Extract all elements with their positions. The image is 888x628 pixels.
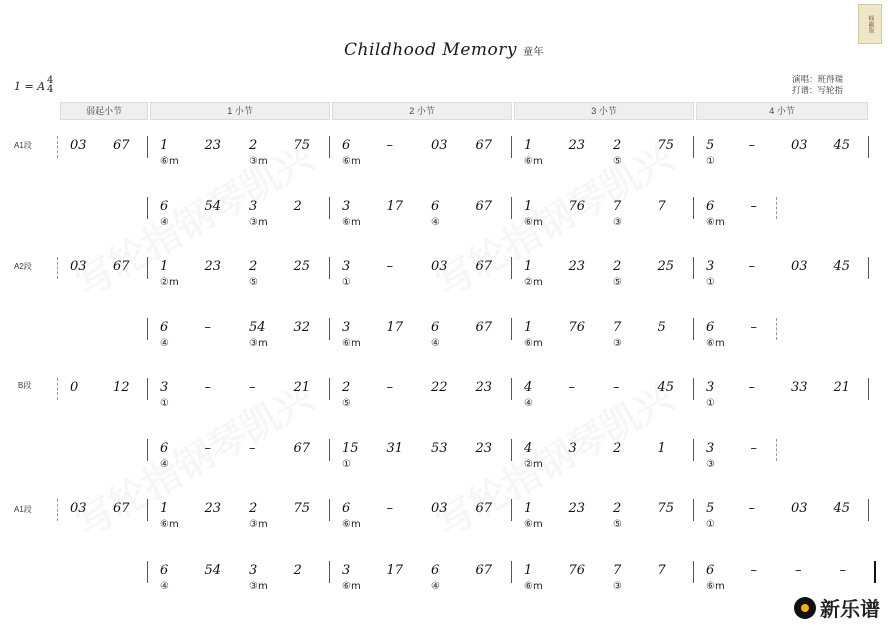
note: 23 (204, 138, 222, 153)
string-marker: ① (342, 459, 351, 470)
barline (511, 136, 512, 158)
string-marker: ⑤ (342, 398, 351, 409)
barline (329, 136, 330, 158)
string-marker: ③m (249, 156, 268, 167)
site-logo (794, 593, 880, 622)
note: 03 (70, 259, 87, 274)
note: 67 (113, 259, 130, 274)
header-bar-4: 4 小节 (696, 102, 868, 120)
barline (693, 499, 694, 521)
string-marker: ⑤ (249, 277, 258, 288)
barline (511, 318, 512, 340)
note: 23 (204, 501, 222, 516)
note: 2 (249, 259, 258, 274)
note: 5 (706, 501, 715, 516)
note: 03 (431, 138, 448, 153)
barline (511, 257, 512, 279)
note: 12 (113, 380, 130, 395)
note: 23 (475, 441, 493, 456)
note: 75 (293, 501, 311, 516)
string-marker: ③m (249, 338, 268, 349)
note: 25 (293, 259, 311, 274)
note: 32 (293, 320, 311, 335)
note: – (750, 441, 757, 456)
string-marker: ④ (431, 338, 440, 349)
note: 3 (706, 259, 715, 274)
string-marker: ⑤ (613, 156, 622, 167)
barline (693, 136, 694, 158)
note: 75 (657, 138, 675, 153)
note: 6 (160, 563, 169, 578)
note: 1 (657, 441, 666, 456)
note: – (748, 259, 755, 274)
note: – (750, 320, 757, 335)
barline (329, 318, 330, 340)
note: 6 (160, 320, 169, 335)
note: 6 (706, 199, 715, 214)
section-label-b: B段 (18, 381, 32, 390)
barline (147, 318, 148, 340)
note: 75 (293, 138, 311, 153)
barline (329, 439, 330, 461)
string-marker: ⑥m (524, 519, 543, 530)
credits (792, 74, 843, 96)
note: 17 (386, 320, 404, 335)
note: – (204, 441, 211, 456)
string-marker: ③m (249, 217, 268, 228)
time-sig-top: 4 (47, 75, 54, 86)
string-marker: ⑥m (706, 338, 725, 349)
string-marker: ① (706, 277, 715, 288)
note: – (750, 563, 757, 578)
barline (147, 378, 148, 400)
string-marker: ⑥m (342, 156, 361, 167)
page-title (0, 40, 888, 60)
barline (57, 499, 59, 521)
note: 2 (613, 259, 622, 274)
note: 6 (342, 501, 351, 516)
note: – (204, 320, 211, 335)
barline (511, 561, 512, 583)
note: – (386, 380, 393, 395)
barline (511, 197, 512, 219)
note: 3 (342, 320, 351, 335)
string-marker: ④ (431, 217, 440, 228)
note: 1 (524, 138, 533, 153)
note: 21 (833, 380, 851, 395)
note: 23 (204, 259, 222, 274)
header-bar-3: 3 小节 (514, 102, 694, 120)
note: 67 (475, 563, 493, 578)
barline (147, 439, 148, 461)
string-marker: ⑥m (524, 581, 543, 592)
header-bar-2: 2 小节 (332, 102, 512, 120)
credit-singer: 演唱：班得瑞 (792, 74, 844, 84)
note: 6 (706, 563, 715, 578)
note: 2 (613, 501, 622, 516)
barline (147, 499, 148, 521)
header-bar-1: 1 小节 (150, 102, 330, 120)
string-marker: ④ (524, 398, 533, 409)
note: – (204, 380, 211, 395)
barline (693, 378, 694, 400)
string-marker: ⑤ (613, 277, 622, 288)
note: 3 (249, 199, 258, 214)
record-icon (794, 597, 816, 619)
note: 03 (791, 501, 808, 516)
note: 22 (431, 380, 448, 395)
watermark (64, 127, 322, 308)
string-marker: ④ (160, 581, 169, 592)
barline (511, 378, 512, 400)
string-marker: ④ (160, 217, 169, 228)
note: 7 (613, 320, 622, 335)
note: – (249, 380, 256, 395)
note: – (748, 138, 755, 153)
string-marker: ① (342, 277, 351, 288)
note: 0 (70, 380, 79, 395)
note: 45 (833, 501, 851, 516)
note: 2 (293, 199, 302, 214)
note: 03 (70, 501, 87, 516)
song-subtitle: 童年 (522, 47, 544, 58)
note: 7 (657, 199, 666, 214)
note: 03 (791, 138, 808, 153)
barline (693, 197, 694, 219)
watermark (424, 367, 682, 548)
note: 45 (833, 259, 851, 274)
string-marker: ②m (524, 459, 543, 470)
barline (511, 439, 512, 461)
barline (776, 439, 778, 461)
note: 6 (706, 320, 715, 335)
string-marker: ⑥m (342, 519, 361, 530)
time-sig-bottom: 4 (47, 84, 54, 95)
string-marker: ⑥m (160, 156, 179, 167)
string-marker: ④ (431, 581, 440, 592)
string-marker: ⑥m (524, 217, 543, 228)
logo-text: 新乐谱 (820, 599, 880, 621)
string-marker: ⑥m (342, 581, 361, 592)
note: 17 (386, 563, 404, 578)
barline (868, 136, 869, 158)
note: – (839, 563, 846, 578)
header-pickup: 弱起小节 (60, 102, 148, 120)
note: 67 (475, 501, 493, 516)
note: 45 (657, 380, 675, 395)
time-signature (47, 76, 53, 94)
note: 7 (613, 199, 622, 214)
string-marker: ① (706, 156, 715, 167)
barline (329, 499, 330, 521)
note: 67 (475, 199, 493, 214)
note: 67 (113, 501, 130, 516)
note: 54 (204, 199, 222, 214)
note: – (386, 259, 393, 274)
note: 3 (160, 380, 169, 395)
barline (868, 257, 869, 279)
string-marker: ③ (613, 217, 622, 228)
note: – (750, 199, 757, 214)
string-marker: ③m (249, 519, 268, 530)
note: 3 (706, 441, 715, 456)
edition-stamp: 峰巅版 (858, 4, 882, 44)
note: 33 (791, 380, 808, 395)
string-marker: ③m (249, 581, 268, 592)
note: 5 (657, 320, 666, 335)
note: 53 (431, 441, 448, 456)
note: 6 (160, 441, 169, 456)
note: 3 (568, 441, 577, 456)
note: 54 (204, 563, 222, 578)
string-marker: ⑤ (613, 519, 622, 530)
note: 23 (568, 501, 586, 516)
barline (693, 318, 694, 340)
note: 03 (431, 259, 448, 274)
string-marker: ⑥m (706, 581, 725, 592)
string-marker: ②m (160, 277, 179, 288)
note: 03 (791, 259, 808, 274)
barline (329, 561, 330, 583)
note: 6 (431, 199, 440, 214)
final-barline (874, 561, 876, 583)
note: 4 (524, 380, 533, 395)
key-signature: 1 = A (14, 80, 46, 93)
note: – (386, 138, 393, 153)
barline (147, 136, 148, 158)
note: 3 (342, 199, 351, 214)
note: – (748, 501, 755, 516)
credit-arranger: 打谱：写轮指 (792, 85, 844, 95)
section-label-a1-repeat: A1段 (14, 505, 32, 514)
note: 31 (386, 441, 404, 456)
note: 7 (613, 563, 622, 578)
note: – (249, 441, 256, 456)
section-label-a1: A1段 (14, 141, 32, 150)
note: 5 (706, 138, 715, 153)
barline (329, 257, 330, 279)
note: 3 (342, 563, 351, 578)
barline (57, 136, 59, 158)
barline (147, 197, 148, 219)
note: 67 (475, 138, 493, 153)
note: 2 (613, 138, 622, 153)
note: – (795, 563, 802, 578)
string-marker: ③ (613, 581, 622, 592)
note: 2 (613, 441, 622, 456)
note: 2 (249, 501, 258, 516)
note: 6 (431, 320, 440, 335)
note: 75 (657, 501, 675, 516)
song-title: Childhood Memory (344, 40, 517, 60)
note: 6 (160, 199, 169, 214)
note: 3 (249, 563, 258, 578)
barline (776, 197, 778, 219)
note: – (748, 380, 755, 395)
section-label-a2: A2段 (14, 262, 32, 271)
barline (693, 561, 694, 583)
string-marker: ②m (524, 277, 543, 288)
note: 6 (431, 563, 440, 578)
note: 25 (657, 259, 675, 274)
note: – (568, 380, 575, 395)
barline (693, 257, 694, 279)
note: 54 (249, 320, 266, 335)
note: 21 (293, 380, 311, 395)
note: 67 (475, 320, 493, 335)
string-marker: ① (160, 398, 169, 409)
note: 15 (342, 441, 359, 456)
note: 1 (524, 259, 533, 274)
string-marker: ⑥m (524, 338, 543, 349)
note: – (386, 501, 393, 516)
barline (329, 378, 330, 400)
note: 6 (342, 138, 351, 153)
watermark (64, 367, 322, 548)
note: 1 (160, 138, 169, 153)
note: 76 (568, 563, 586, 578)
note: 2 (293, 563, 302, 578)
string-marker: ③ (706, 459, 715, 470)
note: 03 (70, 138, 87, 153)
barline (868, 499, 869, 521)
note: 3 (342, 259, 351, 274)
barline (57, 257, 59, 279)
barline (147, 257, 148, 279)
note: 67 (475, 259, 493, 274)
barline (693, 439, 694, 461)
note: 23 (568, 138, 586, 153)
string-marker: ① (706, 519, 715, 530)
watermark (424, 127, 682, 308)
note: 67 (293, 441, 311, 456)
note: 23 (568, 259, 586, 274)
note: 1 (524, 199, 533, 214)
string-marker: ⑥m (160, 519, 179, 530)
barline (868, 378, 869, 400)
note: 2 (342, 380, 351, 395)
note: 1 (160, 259, 169, 274)
note: 45 (833, 138, 851, 153)
string-marker: ⑥m (524, 156, 543, 167)
barline (511, 499, 512, 521)
note: 23 (475, 380, 493, 395)
note: 76 (568, 199, 586, 214)
note: 03 (431, 501, 448, 516)
string-marker: ④ (160, 459, 169, 470)
note: 67 (113, 138, 130, 153)
string-marker: ⑥m (342, 338, 361, 349)
barline (329, 197, 330, 219)
note: – (613, 380, 620, 395)
note: 1 (524, 563, 533, 578)
string-marker: ① (706, 398, 715, 409)
note: 17 (386, 199, 404, 214)
string-marker: ④ (160, 338, 169, 349)
note: 7 (657, 563, 666, 578)
note: 1 (524, 501, 533, 516)
barline (776, 318, 778, 340)
barline (147, 561, 148, 583)
note: 1 (160, 501, 169, 516)
note: 3 (706, 380, 715, 395)
note: 4 (524, 441, 533, 456)
string-marker: ⑥m (706, 217, 725, 228)
note: 1 (524, 320, 533, 335)
note: 76 (568, 320, 586, 335)
note: 2 (249, 138, 258, 153)
barline (57, 378, 59, 400)
string-marker: ③ (613, 338, 622, 349)
string-marker: ⑥m (342, 217, 361, 228)
